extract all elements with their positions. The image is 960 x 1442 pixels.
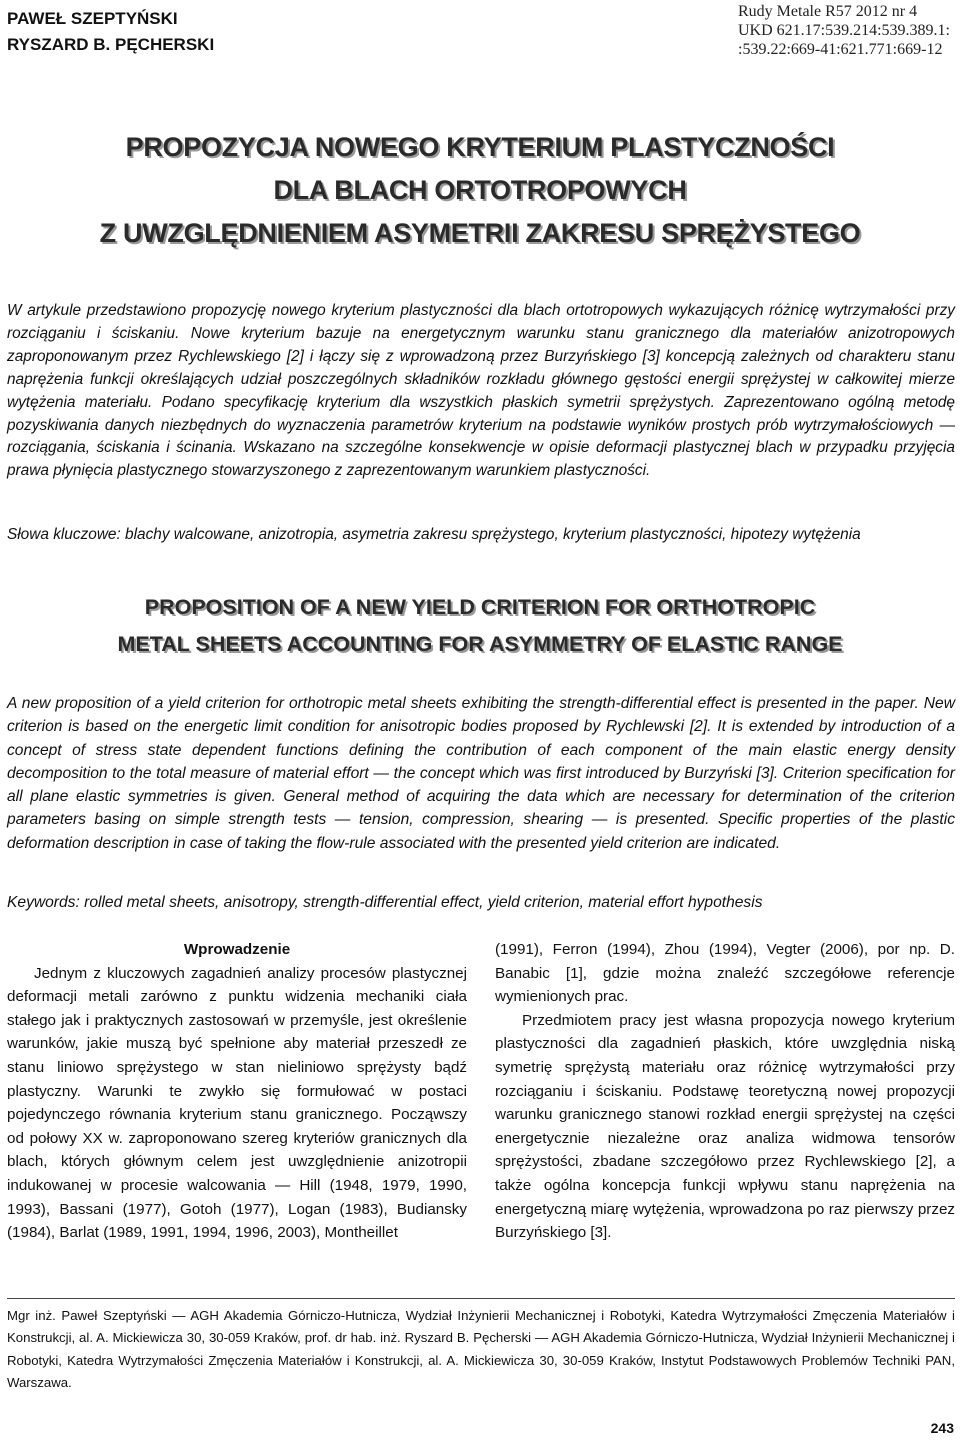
citation-block <box>738 2 950 59</box>
title-line: Z UWZGLĘDNIENIEM ASYMETRII ZAKRESU SPRĘŻYSTEGO <box>99 218 861 248</box>
author-affiliation-footnote: Mgr inż. Paweł Szeptyński — AGH Akademia Górniczo-Hutnicza, Wydział Inżynierii Mechanicznej i Robotyki, Katedra Wytrzymałości Zmęczenia Materiałów i Konstrukcji, al. A. Mickiewicza 30, 30-059 Kraków, prof. dr hab. inż. Ryszard B. Pęcherski — AGH Akademia Górniczo-Hutnicza, Wydział Inżynierii Mechanicznej i Robotyki, Katedra Wytrzymałości Zmęczenia Materiałów i Konstrukcji, al. A. Mickiewicza 30, 30-059 Kraków, Instytut Podstawowych Problemów Techniki PAN, Warszawa. <box>7 1308 955 1391</box>
polish-keywords: Słowa kluczowe: blachy walcowane, anizotropia, asymetria zakresu sprężystego, kryterium plastyczności, hipotezy wytężenia <box>7 526 861 543</box>
ukd-code: :539.22:669-41:621.771:669-12 <box>738 41 943 58</box>
english-keywords: Keywords: rolled metal sheets, anisotropy, strength-differential effect, yield criterion, material effort hypothesis <box>7 894 763 911</box>
body-paragraph: Jednym z kluczowych zagadnień analizy procesów plastycznej deformacji metali zarówno z punktu widzenia mechaniki ciała stałego jak i praktycznych zastosowań w przemyśle, jest określenie warunków, jakie muszą być spełnione aby materiał przeszedł ze stanu liniowo sprężystego w stan nieliniowo sprężysty bądź plastyczny. Warunki te zwykło się formułować w postaci pojedynczego równania kryterium stanu granicznego. Począwszy od połowy XX w. zaproponowano szereg kryteriów granicznych dla blach, których głównym celem jest uwzględnienie anizotropii indukowanej w procesie walcowania — Hill (1948, 1979, 1990, 1993), Bassani (1977), Gotoh (1977), Logan (1983), Budiansky (1984), Barlat (1989, 1991, 1994, 1996, 2003), Montheillet <box>7 964 467 1242</box>
journal-reference: Rudy Metale R57 2012 nr 4 <box>738 3 918 20</box>
polish-title <box>0 126 960 255</box>
author-name: PAWEŁ SZEPTYŃSKI <box>7 9 178 28</box>
body-paragraph: (1991), Ferron (1994), Zhou (1994), Vegter (2006), por np. D. Banabic [1], gdzie można znaleźć szczegółowe referencje wymienionych prac. <box>495 941 955 1006</box>
ukd-code: UKD 621.17:539.214:539.389.1: <box>738 22 950 39</box>
title-line: METAL SHEETS ACCOUNTING FOR ASYMMETRY OF ELASTIC RANGE <box>117 632 843 656</box>
authors-block <box>7 6 214 58</box>
body-paragraph: Przedmiotem pracy jest własna propozycja nowego kryterium plastyczności dla zagadnień płaskich, które uwzględnia niską symetrię sprężystą materiału oraz różnicę wytrzymałości przy rozciąganiu i ściskaniu. Podstawę teoretyczną nowej propozycji warunku granicznego stanowi rozkład energii sprężystej na części energetycznie niezależne oraz analiza widmowa tensorów sprężystości, zbadane szczegółowo przez Rychlewskiego [2], a także ogólna koncepcja funkcji wpływu stanu naprężenia na energetyczną miarę wytężenia, wprowadzona po raz pierwszy przez Burzyńskiego [3]. <box>495 1011 955 1242</box>
right-column <box>495 938 955 1245</box>
english-abstract: A new proposition of a yield criterion for orthotropic metal sheets exhibiting the strength-differential effect is presented in the paper. New criterion is based on the energetic limit condition for anisotropic bodies proposed by Rychlewski [2]. It is extended by introduction of a concept of stress state dependent functions defining the contribution of each component of the main elastic energy density decomposition to the total measure of material effort — the concept which was first introduced by Burzyński [3]. Criterion specification for all plane elastic symmetries is given. General method of acquiring the data which are necessary for determination of the criterion parameters basing on simple strength tests — tension, compression, shearing — is presented. Specific properties of the plastic deformation description in case of taking the flow-rule associated with the presented yield criterion are indicated. <box>7 695 955 852</box>
polish-abstract: W artykule przedstawiono propozycję nowego kryterium plastyczności dla blach ortotropowych wykazujących różnicę wytrzymałości przy rozciąganiu i ściskaniu. Nowe kryterium bazuje na energetycznym warunku stanu granicznego dla materiałów anizotropowych zaproponowanym przez Rychlewskiego [2] i łączy się z wprowadzoną przez Burzyńskiego [3] koncepcją zależnych od charakteru stanu naprężenia funkcji określających udział poszczególnych składników rozkładu głównego gęstości energii sprężystej w całkowitej mierze wytężenia materiału. Podano specyfikację kryterium dla wszystkich płaskich symetrii sprężystych. Zaprezentowano ogólną metodę pozyskiwania danych niezbędnych do wyznaczenia parametrów kryterium na podstawie wyników prostych prób wytrzymałościowych — rozciągania, ściskania i ścinania. Wskazano na szczególne konsekwencje w opisie deformacji plastycznej blach w przypadku przyjęcia prawa płynięcia plastycznego stowarzyszonego z zaprezentowanym warunkiem plastyczności. <box>7 302 955 480</box>
author-name: RYSZARD B. PĘCHERSKI <box>7 35 215 54</box>
section-heading: Wprowadzenie <box>183 941 291 958</box>
page-number: 243 <box>930 1420 954 1436</box>
left-column <box>7 938 467 1245</box>
title-line: PROPOSITION OF A NEW YIELD CRITERION FOR ORTHOTROPIC <box>144 595 816 619</box>
english-title <box>0 589 960 663</box>
title-line: DLA BLACH ORTOTROPOWYCH <box>273 175 687 205</box>
footnote-divider <box>7 1298 955 1299</box>
title-line: PROPOZYCJA NOWEGO KRYTERIUM PLASTYCZNOŚCI <box>125 132 835 162</box>
